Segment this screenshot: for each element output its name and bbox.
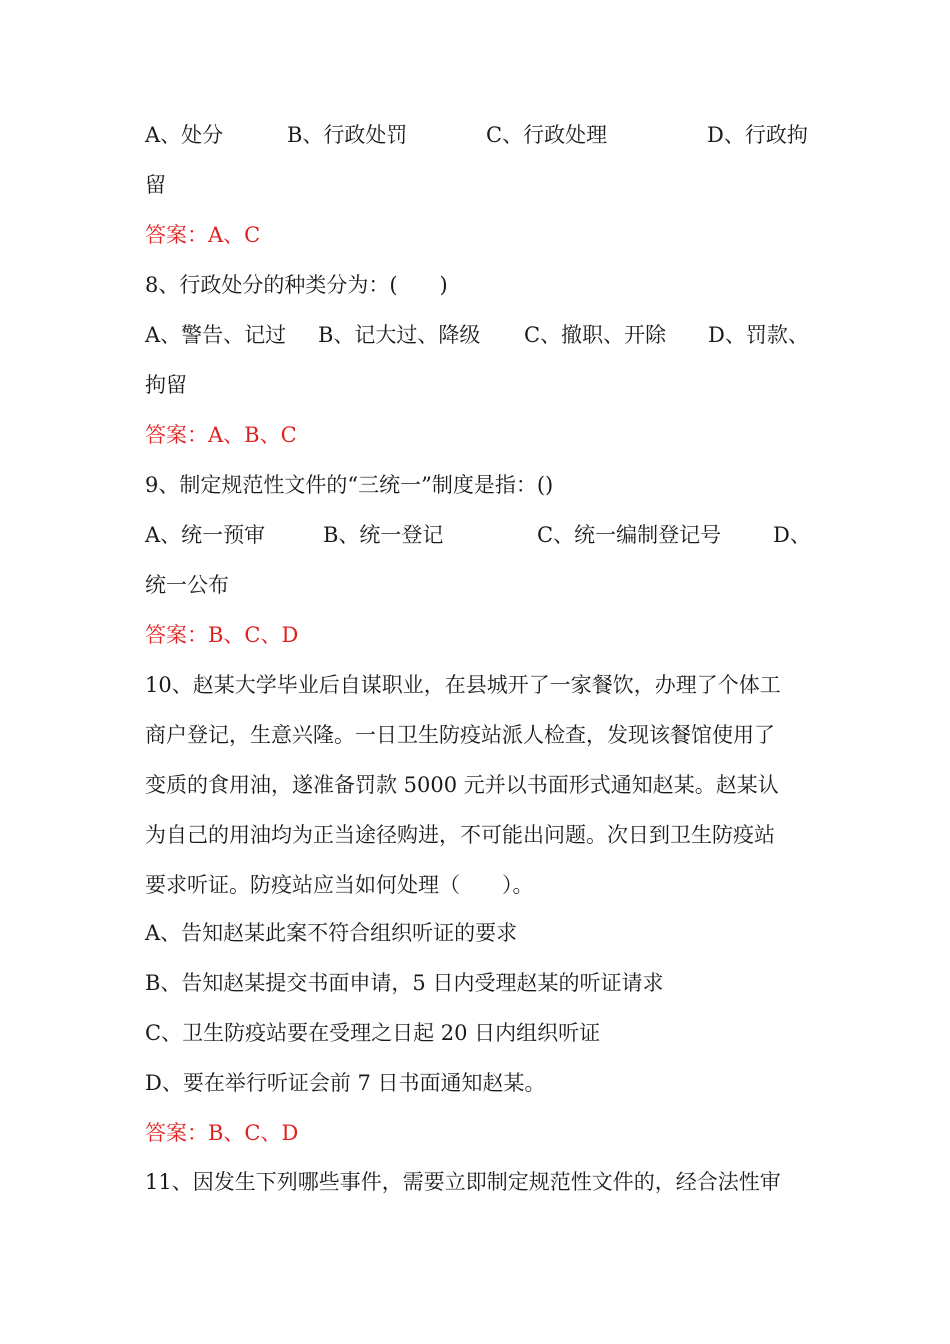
q7-option-b: B、行政处罚: [287, 123, 408, 147]
q10-stem-line: 商户登记，生意兴隆。一日卫生防疫站派人检查，发现该餐馆使用了: [145, 723, 775, 747]
q8-stem: 8、行政处分的种类分为：( ): [145, 273, 448, 297]
q7-options-continued: 留: [145, 173, 166, 197]
q10-option-c: C、卫生防疫站要在受理之日起 20 日内组织听证: [145, 1021, 601, 1045]
q9-answer: 答案：B、C、D: [145, 623, 299, 647]
q10-answer: 答案：B、C、D: [145, 1121, 299, 1145]
q10-option-d: D、要在举行听证会前 7 日书面通知赵某。: [145, 1071, 546, 1095]
q7-option-c: C、行政处理: [486, 123, 608, 147]
q8-option-d: D、罚款、: [708, 323, 809, 347]
q7-answer: 答案：A、C: [145, 223, 261, 247]
q9-option-b: B、统一登记: [323, 523, 444, 547]
q10-stem-line: 变质的食用油，遂准备罚款 5000 元并以书面形式通知赵某。赵某认: [145, 773, 779, 797]
q9-options-continued: 统一公布: [145, 573, 229, 597]
q10-option-a: A、告知赵某此案不符合组织听证的要求: [145, 921, 518, 945]
q8-options-continued: 拘留: [145, 373, 187, 397]
q10-stem-line: 为自己的用油均为正当途径购进，不可能出问题。次日到卫生防疫站: [145, 823, 775, 847]
q11-stem-line: 11、因发生下列哪些事件，需要立即制定规范性文件的，经合法性审: [145, 1170, 781, 1194]
q7-option-d: D、行政拘: [707, 123, 808, 147]
q10-option-b: B、告知赵某提交书面申请，5 日内受理赵某的听证请求: [145, 971, 664, 995]
q8-option-b: B、记大过、降级: [318, 323, 481, 347]
q9-option-a: A、统一预审: [145, 523, 266, 547]
q8-option-a: A、警告、记过: [145, 323, 287, 347]
q9-stem: 9、制定规范性文件的“三统一”制度是指：(): [145, 473, 554, 497]
q8-option-c: C、撤职、开除: [524, 323, 667, 347]
q9-option-c: C、统一编制登记号: [537, 523, 722, 547]
q10-stem-line: 10、赵某大学毕业后自谋职业，在县城开了一家餐饮，办理了个体工: [145, 673, 781, 697]
q10-stem-line: 要求听证。防疫站应当如何处理（ ）。: [145, 873, 534, 897]
q7-option-a: A、处分: [145, 123, 224, 147]
q9-option-d: D、: [773, 523, 811, 547]
q8-answer: 答案：A、B、C: [145, 423, 297, 447]
